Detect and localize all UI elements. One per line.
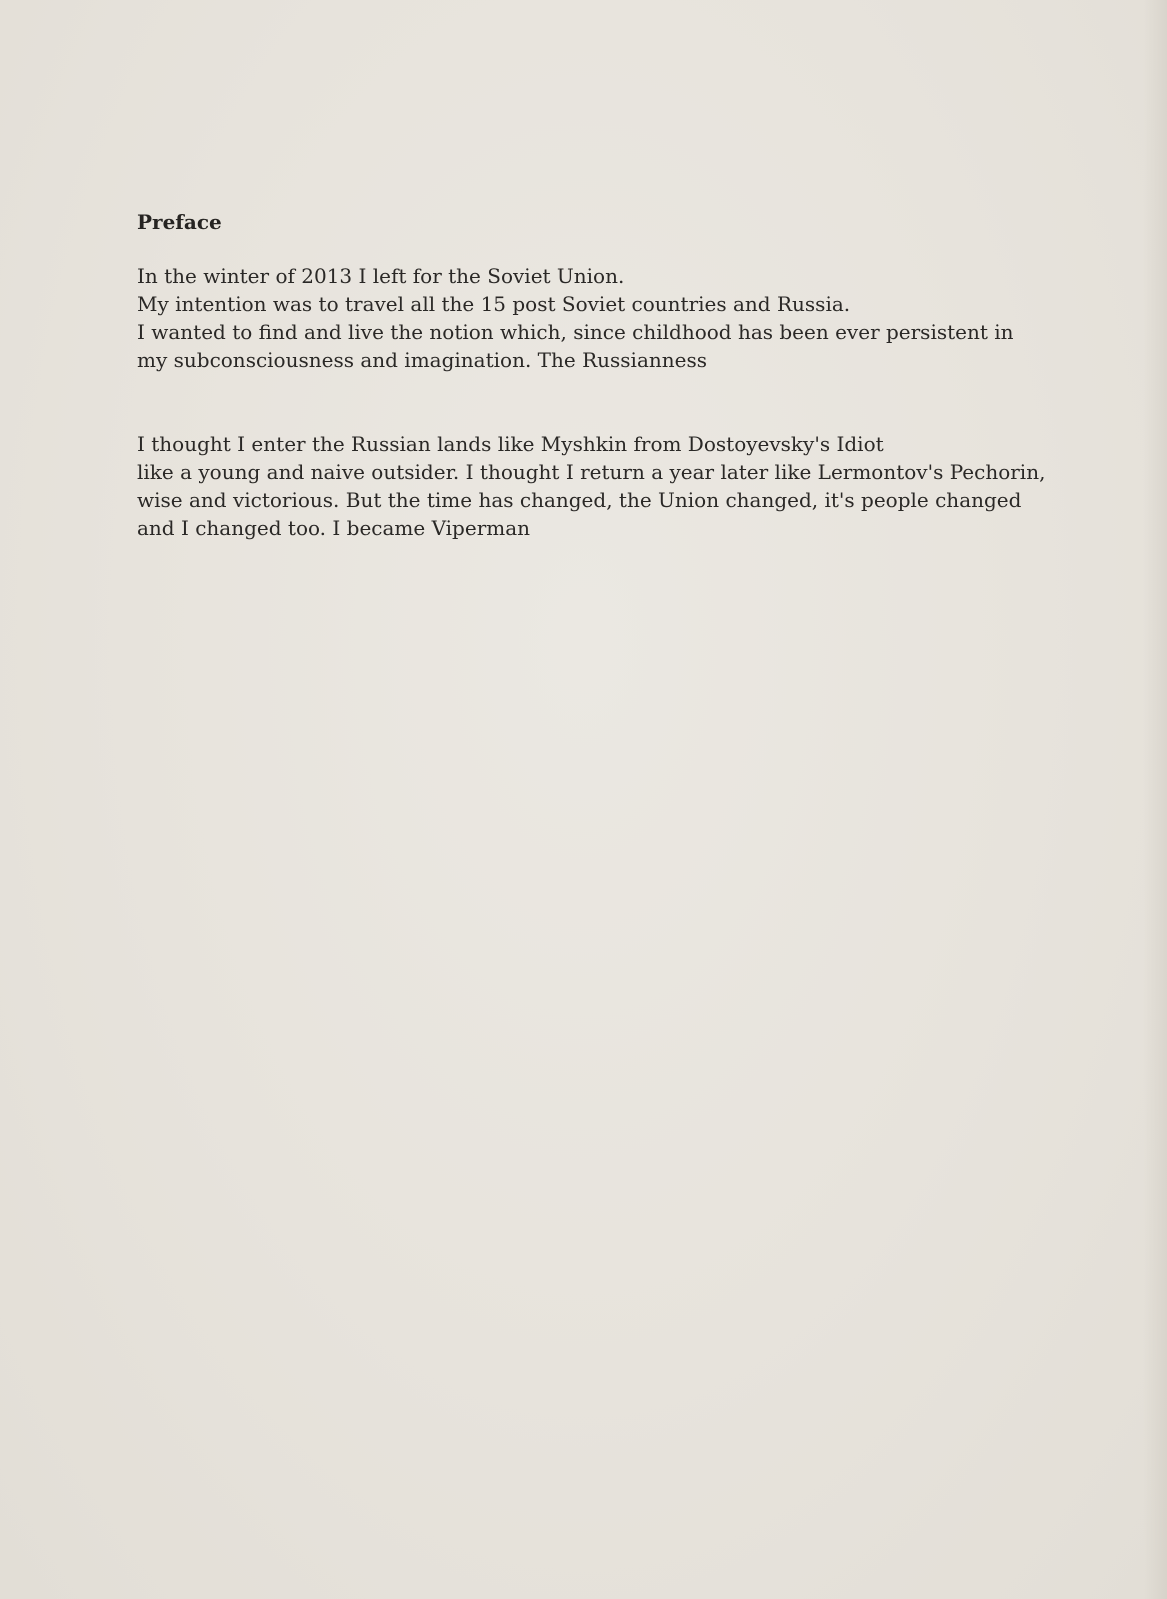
preface-heading: Preface [137, 210, 222, 234]
paragraph-intro [137, 262, 1037, 374]
text-line: and I changed too. I became Viperman [137, 516, 531, 540]
text-line: My intention was to travel all the 15 post Soviet countries and Russia. [137, 292, 851, 316]
text-line: I thought I enter the Russian lands like Myshkin from Dostoyevsky's Idiot [137, 432, 884, 456]
text-line: In the winter of 2013 I left for the Soviet Union. [137, 264, 625, 288]
text-line: wise and victorious. But the time has changed, the Union changed, it's people changed [137, 488, 1022, 512]
text-line: I wanted to find and live the notion which, since childhood has been ever persistent in [137, 320, 1014, 344]
text-line: my subconsciousness and imagination. The Russianness [137, 348, 707, 372]
text-line: like a young and naive outsider. I thought I return a year later like Lermontov's Pechorin, [137, 460, 1046, 484]
paragraph-gap [137, 374, 1037, 430]
paragraph-viperman [137, 430, 1046, 542]
page-edge-shadow [1143, 0, 1167, 1599]
document-body [137, 208, 1046, 542]
